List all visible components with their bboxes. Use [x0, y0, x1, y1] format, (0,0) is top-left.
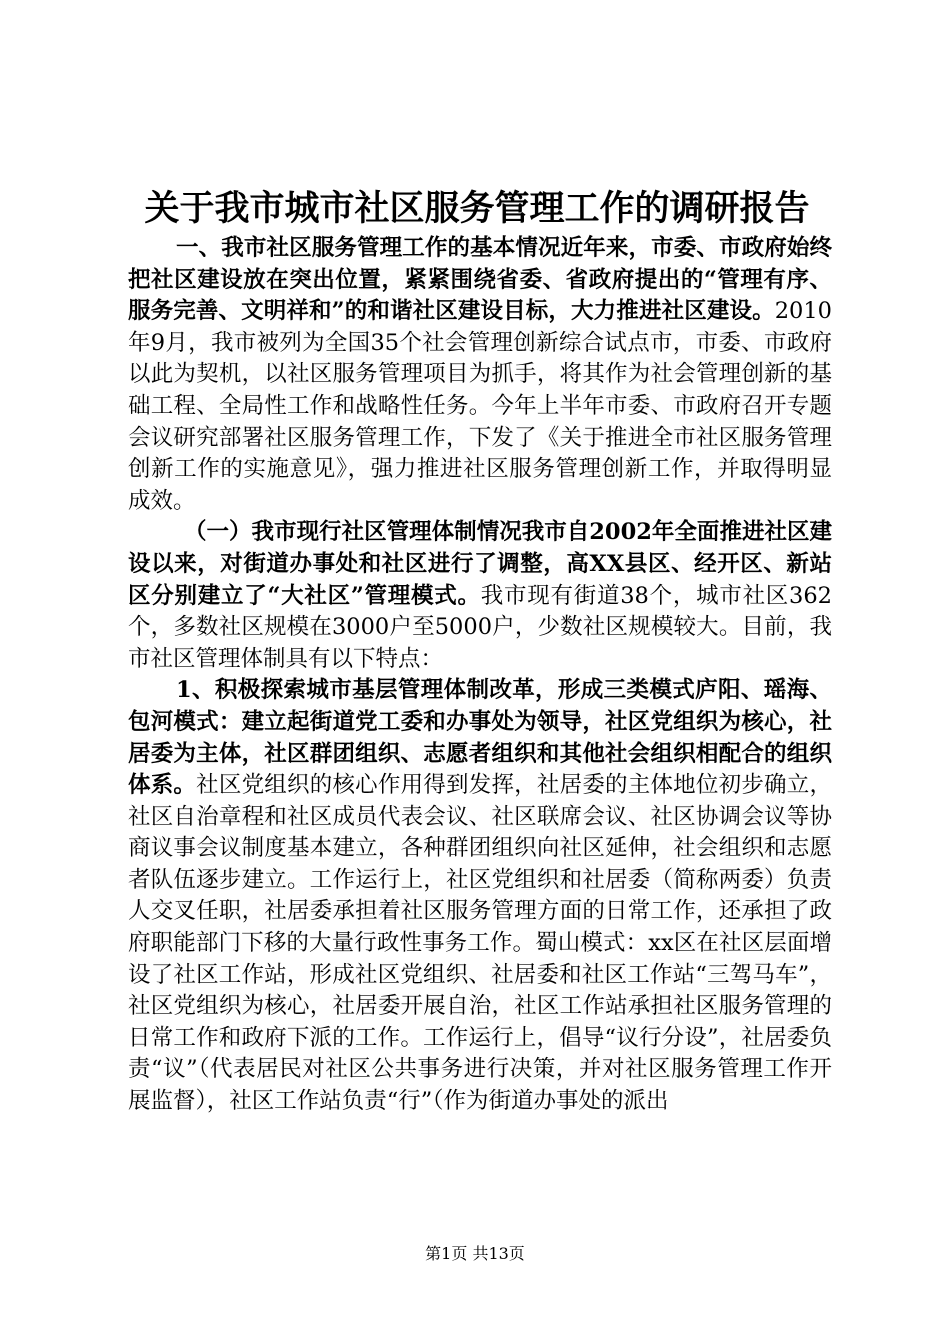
paragraph-lead: （一）我市现行社区管理体制情况我市自2002年全面推进社区建设以来，对街道办事处和社区进行了调整，高XX县区、经开区、新站区分别建立了“大社区”管理模式。 — [128, 519, 832, 609]
paragraph-lead: 一、我市社区服务管理工作的基本情况近年来，市委、市政府始终把社区建设放在突出位置，紧紧围绕省委、省政府提出的“管理有序、服务完善、文明祥和”的和谐社区建设目标，大力推进社区建设。 — [128, 235, 832, 325]
paragraph-basic-situation — [128, 233, 832, 517]
paragraph-body: 2010年9月，我市被列为全国35个社会管理创新综合试点市，市委、市政府以此为契机，以社区服务管理项目为抓手，将其作为社会管理创新的基础工程、全局性工作和战略性任务。今年上半年市委、市政府召开专题会议研究部署社区服务管理工作，下发了《关于推进全市社区服务管理创新工作的实施意见》，强力推进社区服务管理创新工作，并取得明显成效。 — [128, 298, 832, 514]
paragraph-body: 我市现有街道38个，城市社区362个，多数社区规模在3000户至5000户，少数社区规模较大。目前，我市社区管理体制具有以下特点： — [128, 582, 832, 672]
document-page — [128, 185, 832, 1118]
page-number-footer: 第1页 共13页 — [425, 1244, 525, 1263]
paragraph-management-system — [128, 517, 832, 675]
paragraph-lead: 1、积极探索城市基层管理体制改革，形成三类模式庐阳、瑶海、包河模式：建立起街道党工委和办事处为领导，社区党组织为核心，社居委为主体，社区群团组织、志愿者组织和其他社会组织相配合的组织体系。 — [128, 677, 832, 799]
document-title: 关于我市城市社区服务管理工作的调研报告 — [144, 188, 810, 229]
paragraph-three-models — [128, 675, 832, 1117]
paragraph-body: 社区党组织的核心作用得到发挥，社居委的主体地位初步确立，社区自治章程和社区成员代表会议、社区联席会议、社区协调会议等协商议事会议制度基本建立，各种群团组织向社区延伸，社会组织和志愿者队伍逐步建立。工作运行上，社区党组织和社居委（简称两委）负责人交叉任职，社居委承担着社区服务管理方面的日常工作，还承担了政府职能部门下移的大量行政性事务工作。蜀山模式：xx区在社区层面增设了社区工作站，形成社区党组织、社居委和社区工作站“三驾马车”，社区党组织为核心，社居委开展自治，社区工作站承担社区服务管理的日常工作和政府下派的工作。工作运行上，倡导“议行分设”，社居委负责“议”（代表居民对社区公共事务进行决策，并对社区服务管理工作开展监督），社区工作站负责“行”（作为街道办事处的派出 — [128, 772, 832, 1115]
